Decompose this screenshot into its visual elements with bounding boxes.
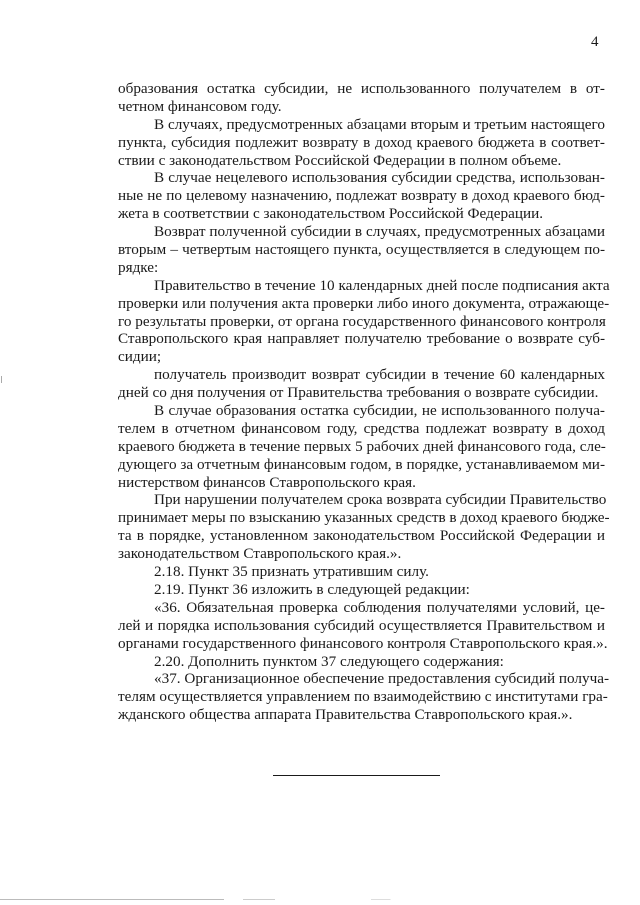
paragraph	[118, 80, 605, 116]
paragraph	[118, 169, 605, 223]
paragraph	[118, 598, 608, 653]
text-line: нистерством финансов Ставропольского края.	[118, 473, 416, 491]
text-line: «36. Обязательная проверка соблюдения получателями условий, це-	[154, 598, 605, 616]
text-line: сидии;	[118, 348, 162, 366]
text-line: дующего за отчетным финансовым годом, в порядке, устанавливаемом ми-	[118, 455, 605, 473]
text-line: 2.19. Пункт 36 изложить в следующей редакции:	[154, 580, 470, 598]
text-line: «37. Организационное обеспечение предоставления субсидий получа-	[154, 670, 610, 688]
scan-margin-mark	[1, 376, 2, 383]
text-line: го результаты проверки, от органа государственного финансового контроля	[118, 312, 606, 330]
text-line: органами государственного финансового контроля Ставропольского края.».	[118, 634, 608, 652]
text-line: При нарушении получателем срока возврата субсидии Правительство	[154, 491, 607, 509]
text-line: та в порядке, установленном законодательством Российской Федерации и	[118, 527, 605, 545]
text-line: В случае нецелевого использования субсидии средства, использован-	[154, 169, 605, 187]
text-line: Возврат полученной субсидии в случаях, предусмотренных абзацами	[154, 223, 605, 241]
text-line: четном финансовом году.	[118, 97, 282, 115]
paragraph	[118, 402, 605, 491]
paragraph	[118, 563, 605, 581]
text-line: Правительство в течение 10 календарных дней после подписания акта	[154, 276, 610, 294]
text-line: законодательством Ставропольского края.».	[118, 545, 402, 563]
closing-separator-line	[273, 775, 440, 776]
text-line: ствии с законодательством Российской Федерации в полном объеме.	[118, 151, 562, 169]
paragraph	[118, 116, 605, 170]
text-line: жданского общества аппарата Правительства Ставропольского края.».	[118, 706, 573, 724]
text-line: В случаях, предусмотренных абзацами вторым и третьим настоящего	[154, 115, 605, 133]
text-line: дней со дня получения от Правительства требования о возврате субсидии.	[118, 384, 599, 402]
paragraph	[118, 581, 605, 599]
text-line: телям осуществляется управлением по взаимодействию с институтами гра-	[118, 688, 608, 706]
text-line: лей и порядка использования субсидий осуществляется Правительством и	[118, 616, 605, 634]
paragraph	[118, 276, 610, 366]
text-line: 2.18. Пункт 35 признать утратившим силу.	[154, 563, 429, 581]
text-line: образования остатка субсидии, не использованного получателем в от-	[118, 80, 605, 97]
document-body	[118, 80, 610, 724]
text-line: телем в отчетном финансовом году, средства подлежат возврату в доход	[118, 419, 605, 437]
scan-bottom-edge	[0, 899, 640, 900]
paragraph	[118, 670, 610, 724]
text-line: пункта, субсидия подлежит возврату в доход краевого бюджета в соответ-	[118, 133, 605, 151]
text-line: вторым – четвертым настоящего пункта, осуществляется в следующем по-	[118, 241, 605, 259]
paragraph	[118, 653, 605, 671]
text-line: 2.20. Дополнить пунктом 37 следующего содержания:	[154, 652, 504, 670]
paragraph	[118, 491, 610, 563]
text-line: принимает меры по взысканию указанных средств в доход краевого бюдже-	[118, 509, 610, 527]
text-line: В случае образования остатка субсидии, не использованного получа-	[154, 402, 605, 420]
text-line: получатель производит возврат субсидии в течение 60 календарных	[154, 366, 605, 384]
text-line: проверки или получения акта проверки либо иного документа, отражающе-	[118, 294, 610, 312]
page-number: 4	[591, 34, 599, 50]
text-line: жета в соответствии с законодательством Российской Федерации.	[118, 205, 544, 223]
text-line: краевого бюджета в течение первых 5 рабочих дней финансового года, сле-	[118, 437, 606, 455]
paragraph	[118, 366, 605, 402]
text-line: рядке:	[118, 258, 159, 276]
paragraph	[118, 223, 605, 277]
text-line: Ставропольского края направляет получателю требование о возврате суб-	[118, 330, 605, 348]
text-line: ные не по целевому назначению, подлежат возврату в доход краевого бюд-	[118, 187, 605, 205]
